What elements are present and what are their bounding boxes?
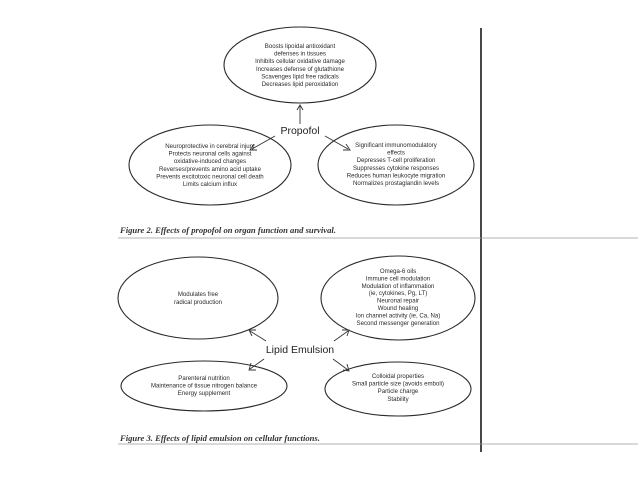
ellipse-text-line: Neuronal repair [376, 297, 420, 305]
ellipse-text-line: Prevents excitotoxic neuronal cell death [156, 173, 264, 181]
propofol-hub-label: Propofol [280, 125, 320, 137]
free-radical-ellipse [118, 257, 278, 339]
arrow-up-left [249, 330, 266, 341]
ellipse-text-line: Colloidal properties [371, 373, 425, 380]
figure-2-diagram [118, 27, 638, 238]
ellipse-text-line: Parenteral nutrition [178, 375, 230, 382]
ellipse-text-line: Wound healing [377, 305, 419, 312]
ellipse-text-line: Limits calcium influx [182, 181, 238, 188]
ellipse-text-line: Modulates free [177, 291, 219, 298]
arrow-up-right [334, 330, 349, 341]
ellipse-text-line: effects [387, 149, 405, 157]
ellipse-text-line: Normalizes prostaglandin levels [352, 180, 440, 187]
ellipse-text-line: Scavenges lipid free radicals [261, 73, 339, 81]
ellipse-text-line: Protects neuronal cells against [168, 150, 252, 158]
ellipse-text-line: Significant immunomodulatory [355, 142, 437, 149]
ellipse-text-line: Decreases lipid peroxidation [261, 81, 339, 88]
ellipse-text-line: Modulation of inflammation [361, 282, 435, 290]
ellipse-text-line: Reverses/prevents amino acid uptake [159, 165, 261, 173]
ellipse-text-line: Increases defense of glutathione [255, 65, 345, 73]
ellipse-text-line: Reduces human leukocyte migration [346, 172, 446, 180]
ellipse-text-line: Neuroprotective in cerebral injury [165, 143, 255, 150]
ellipse-text-line: (ie, cytokines, Pg, LT) [368, 290, 428, 298]
ellipse-text-line: defenses in tissues [274, 50, 326, 58]
ellipse-text-line: Second messenger generation [356, 319, 440, 327]
ellipse-text-line: oxidative-induced changes [173, 158, 247, 166]
ellipse-text-line: Energy supplement [177, 390, 231, 398]
figure-3-diagram [118, 256, 638, 444]
ellipse-text-line: Stability [387, 395, 409, 403]
immunomodulatory-text-block [347, 142, 446, 187]
figure-2-caption: Figure 2. Effects of propofol on organ function and survival. [120, 225, 336, 235]
lipid-emulsion-hub-label: Lipid Emulsion [265, 344, 335, 356]
antioxidant-text-block [255, 43, 345, 88]
ellipse-text-line: Immune cell modulation [365, 275, 431, 283]
figure-3-caption: Figure 3. Effects of lipid emulsion on cellular functions. [120, 433, 320, 443]
arrow-down-right [333, 359, 349, 371]
arrow-up [297, 105, 303, 124]
ellipse-text-line: Depresses T-cell proliferation [356, 157, 436, 165]
free-radical-text-block [174, 291, 222, 306]
ellipse-text-line: Omega-6 oils [379, 268, 417, 275]
ellipse-text-line: radical production [173, 299, 223, 306]
ellipse-text-line: Ion channel activity (ie, Ca, Na) [355, 312, 441, 320]
ellipse-text-line: Inhibits cellular oxidative damage [255, 58, 345, 66]
ellipse-text-line: Boosts lipoidal antioxidant [264, 43, 336, 50]
ellipse-text-line: Small particle size (avoids emboli) [351, 380, 445, 388]
ellipse-text-line: Maintenance of tissue nitrogen balance [150, 382, 258, 390]
ellipse-text-line: Particle charge [377, 388, 419, 396]
ellipse-text-line: Suppresses cytokine responses [352, 164, 440, 172]
